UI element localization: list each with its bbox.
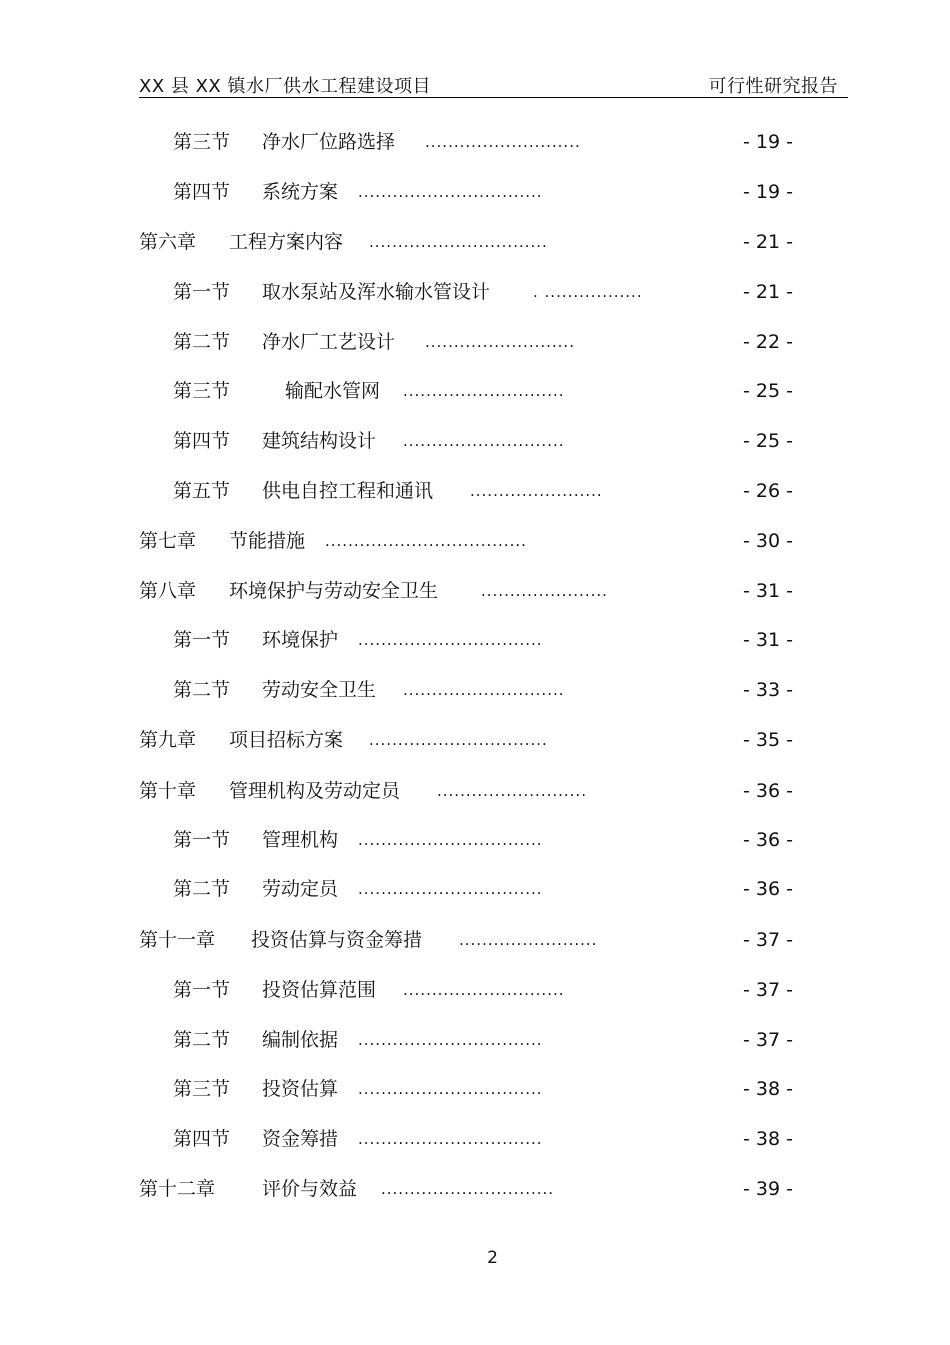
toc-entry-leader: ................................	[358, 1031, 543, 1049]
toc-entry-leader: . .................	[533, 283, 643, 301]
toc-entry-page: - 35 -	[743, 729, 793, 751]
toc-entry-page: - 31 -	[743, 629, 793, 651]
toc-entry-title: 工程方案内容	[229, 231, 344, 253]
toc-entry-title: 净水厂工艺设计	[262, 331, 396, 353]
toc-entry-leader: ............................	[403, 981, 565, 999]
toc-entry-title: 投资估算与资金筹措	[251, 929, 423, 951]
toc-entry-page: - 33 -	[743, 679, 793, 701]
toc-entry-number: 第二节	[173, 331, 231, 353]
toc-entry-page: - 21 -	[743, 281, 793, 303]
toc-entry-page: - 36 -	[743, 829, 793, 851]
toc-entry-number: 第一节	[173, 979, 231, 1001]
toc-entry-leader: ...............................	[369, 731, 548, 749]
toc-entry-title: 投资估算	[262, 1078, 339, 1100]
toc-entry-number: 第五节	[173, 480, 231, 502]
toc-entry[interactable]	[0, 476, 950, 506]
toc-entry-title: 净水厂位路选择	[262, 131, 396, 153]
toc-entry-leader: ........................	[459, 931, 598, 949]
toc-entry-page: - 26 -	[743, 480, 793, 502]
running-header-doc-type: 可行性研究报告	[708, 76, 838, 97]
toc-entry-page: - 38 -	[743, 1128, 793, 1150]
toc-entry[interactable]	[0, 327, 950, 357]
toc-entry-title: 环境保护	[262, 629, 339, 651]
toc-entry-leader: ............................	[403, 432, 565, 450]
toc-entry[interactable]	[0, 526, 950, 556]
toc-entry-page: - 25 -	[743, 380, 793, 402]
toc-entry-number: 第四节	[173, 181, 231, 203]
toc-entry-title: 劳动安全卫生	[262, 679, 377, 701]
toc-entry-number: 第二节	[173, 679, 231, 701]
toc-entry-leader: ................................	[358, 1130, 543, 1148]
toc-entry-number: 第七章	[139, 530, 197, 552]
toc-entry[interactable]	[0, 177, 950, 207]
toc-entry-title: 管理机构及劳动定员	[229, 780, 401, 802]
toc-entry-number: 第八章	[139, 580, 197, 602]
toc-entry-leader: ......................	[481, 582, 608, 600]
toc-entry[interactable]	[0, 776, 950, 806]
toc-entry-leader: ...................................	[325, 532, 527, 550]
toc-entry-title: 取水泵站及浑水输水管设计	[262, 281, 491, 303]
toc-entry-number: 第三节	[173, 131, 231, 153]
toc-entry-number: 第十一章	[139, 929, 216, 951]
header-rule	[139, 97, 848, 98]
toc-entry[interactable]	[0, 1025, 950, 1055]
toc-entry-title: 资金筹措	[262, 1128, 339, 1150]
toc-entry[interactable]	[0, 277, 950, 307]
toc-entry-title: 投资估算范围	[262, 979, 377, 1001]
toc-entry-leader: ................................	[358, 631, 543, 649]
toc-entry-leader: ...........................	[425, 133, 581, 151]
toc-entry-page: - 19 -	[743, 131, 793, 153]
toc-entry-number: 第一节	[173, 829, 231, 851]
toc-entry-title: 项目招标方案	[229, 729, 344, 751]
toc-entry-title: 评价与效益	[262, 1178, 358, 1200]
toc-entry-number: 第三节	[173, 380, 231, 402]
toc-entry-leader: ................................	[358, 880, 543, 898]
toc-entry[interactable]	[0, 426, 950, 456]
toc-entry[interactable]	[0, 975, 950, 1005]
toc-entry-page: - 19 -	[743, 181, 793, 203]
toc-entry-leader: ............................	[403, 382, 565, 400]
toc-entry-leader: ................................	[358, 831, 543, 849]
toc-entry-leader: ................................	[358, 183, 543, 201]
toc-entry[interactable]	[0, 227, 950, 257]
toc-entry-page: - 36 -	[743, 878, 793, 900]
toc-entry-page: - 37 -	[743, 1029, 793, 1051]
toc-entry[interactable]	[0, 127, 950, 157]
toc-entry-leader: ............................	[403, 681, 565, 699]
toc-entry-number: 第二节	[173, 878, 231, 900]
toc-entry-number: 第九章	[139, 729, 197, 751]
toc-entry-page: - 25 -	[743, 430, 793, 452]
toc-entry-page: - 21 -	[743, 231, 793, 253]
toc-entry-title: 建筑结构设计	[262, 430, 377, 452]
toc-entry-page: - 38 -	[743, 1078, 793, 1100]
toc-entry-leader: ..........................	[425, 333, 575, 351]
page-number: 2	[487, 1248, 498, 1268]
toc-entry[interactable]	[0, 576, 950, 606]
toc-entry-leader: ................................	[358, 1080, 543, 1098]
running-header-title: XX 县 XX 镇水厂供水工程建设项目	[139, 76, 431, 97]
toc-entry[interactable]	[0, 625, 950, 655]
toc-entry-number: 第十二章	[139, 1178, 216, 1200]
toc-entry-leader: ...............................	[369, 233, 548, 251]
toc-entry-title: 系统方案	[262, 181, 339, 203]
toc-entry[interactable]	[0, 725, 950, 755]
toc-entry-leader: .......................	[470, 482, 603, 500]
toc-entry-page: - 31 -	[743, 580, 793, 602]
toc-entry-title: 劳动定员	[262, 878, 339, 900]
toc-entry-number: 第一节	[173, 281, 231, 303]
toc-entry-title: 管理机构	[262, 829, 339, 851]
toc-entry-leader: ..........................	[437, 782, 587, 800]
toc-entry[interactable]	[0, 1074, 950, 1104]
toc-entry[interactable]	[0, 1124, 950, 1154]
toc-entry[interactable]	[0, 675, 950, 705]
toc-entry-number: 第一节	[173, 629, 231, 651]
toc-entry-title: 环境保护与劳动安全卫生	[229, 580, 439, 602]
toc-entry-number: 第六章	[139, 231, 197, 253]
toc-entry-number: 第二节	[173, 1029, 231, 1051]
toc-entry-title: 编制依据	[262, 1029, 339, 1051]
toc-entry[interactable]	[0, 376, 950, 406]
toc-entry[interactable]	[0, 925, 950, 955]
toc-entry-number: 第三节	[173, 1078, 231, 1100]
toc-entry-leader: ..............................	[381, 1180, 555, 1198]
toc-entry-page: - 36 -	[743, 780, 793, 802]
toc-entry-number: 第四节	[173, 430, 231, 452]
toc-entry[interactable]	[0, 1174, 950, 1204]
toc-entry[interactable]	[0, 825, 950, 855]
toc-entry-page: - 37 -	[743, 979, 793, 1001]
toc-entry-title: 供电自控工程和通讯	[262, 480, 434, 502]
toc-entry-page: - 22 -	[743, 331, 793, 353]
toc-entry-page: - 39 -	[743, 1178, 793, 1200]
toc-entry[interactable]	[0, 874, 950, 904]
toc-entry-number: 第十章	[139, 780, 197, 802]
toc-entry-title: 输配水管网	[285, 380, 381, 402]
toc-entry-number: 第四节	[173, 1128, 231, 1150]
toc-entry-page: - 37 -	[743, 929, 793, 951]
toc-entry-title: 节能措施	[229, 530, 306, 552]
toc-entry-page: - 30 -	[743, 530, 793, 552]
